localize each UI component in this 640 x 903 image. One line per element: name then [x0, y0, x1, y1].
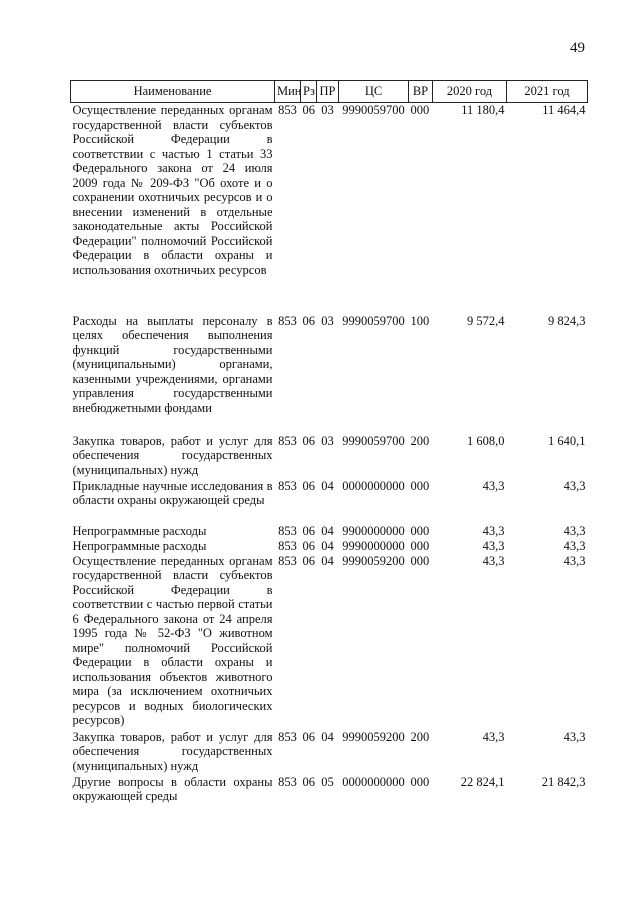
row-cs: 9990059700 [342, 433, 405, 448]
row-cs: 9990059200 [342, 729, 405, 744]
row-rz: 06 [302, 433, 315, 448]
row-pr: 03 [321, 313, 334, 328]
row-2021: 43,3 [563, 478, 586, 493]
row-cs: 0000000000 [342, 774, 405, 789]
row-2020: 43,3 [482, 478, 505, 493]
row-2020: 43,3 [482, 523, 505, 538]
row-name: Прикладные научные исследования в области охраны окружающей среды [72, 478, 273, 507]
row-pr: 05 [321, 774, 334, 789]
row-name: Осуществление переданных органам государственной власти субъектов Российской Федерации в соответствии с частью 1 статьи 33 Федерального закона от 24 июля 2009 года № 209-ФЗ "Об охоте и о сохранении охотничьих ресурсов и о внесении изменений в отдельные законодательные акты Российской Федерации" полномочий Российской Федерации в области охраны и использования охотничьих ресурсов [72, 103, 273, 277]
row-2020: 43,3 [482, 553, 505, 568]
row-min: 853 [278, 478, 297, 493]
row-2021: 1 640,1 [548, 433, 586, 448]
row-cs: 9990059700 [342, 313, 405, 328]
row-name: Непрограммные расходы [72, 538, 207, 553]
row-cs: 9990000000 [342, 538, 405, 553]
row-vr: 000 [410, 553, 430, 568]
row-vr: 200 [410, 729, 430, 744]
table-row [71, 554, 588, 730]
row-cs: 9900000000 [342, 523, 405, 538]
row-min: 853 [278, 774, 297, 789]
row-rz: 06 [302, 553, 315, 568]
row-name: Расходы на выплаты персоналу в целях обеспечения выполнения функций государственными (муниципальными) органами, казенными учреждениями, органами управления государственными внебюджетными фондами [72, 313, 273, 415]
row-2020: 43,3 [482, 729, 505, 744]
row-2020: 43,3 [482, 538, 505, 553]
page-number: 49 [570, 40, 585, 56]
row-min: 853 [278, 729, 297, 744]
row-2021: 21 842,3 [541, 774, 586, 789]
table-row [71, 539, 588, 554]
table-row [71, 314, 588, 434]
header-row [71, 81, 588, 103]
budget-table [70, 80, 588, 805]
row-2020: 22 824,1 [460, 774, 505, 789]
row-cs: 9990059200 [342, 553, 405, 568]
table-row [71, 434, 588, 479]
header-min: Мин [275, 81, 301, 103]
row-min: 853 [278, 523, 297, 538]
row-2021: 43,3 [563, 523, 586, 538]
row-vr: 200 [410, 433, 430, 448]
header-2020: 2020 год [433, 81, 507, 103]
row-2021: 43,3 [563, 538, 586, 553]
row-rz: 06 [302, 523, 315, 538]
row-name: Другие вопросы в области охраны окружающей среды [72, 774, 273, 803]
row-2020: 1 608,0 [467, 433, 505, 448]
row-pr: 04 [321, 538, 334, 553]
row-pr: 04 [321, 478, 334, 493]
row-vr: 000 [410, 523, 430, 538]
header-pr: ПР [317, 81, 339, 103]
row-rz: 06 [302, 774, 315, 789]
header-vr: ВР [409, 81, 433, 103]
row-min: 853 [278, 103, 297, 117]
row-cs: 0000000000 [342, 478, 405, 493]
header-name: Наименование [71, 81, 275, 103]
row-min: 853 [278, 538, 297, 553]
table-header [71, 81, 588, 103]
row-pr: 03 [321, 433, 334, 448]
row-vr: 000 [410, 478, 430, 493]
table-row [71, 524, 588, 539]
table-row [71, 730, 588, 775]
row-pr: 04 [321, 523, 334, 538]
row-name: Закупка товаров, работ и услуг для обеспечения государственных (муниципальных) нужд [72, 433, 273, 477]
row-pr: 03 [321, 103, 334, 117]
row-name: Осуществление переданных органам государственной власти субъектов Российской Федерации в соответствии с частью первой статьи 6 Федерального закона от 24 апреля 1995 года № 52-ФЗ "О животном мире" полномочий Российской Федерации в области охраны и использования объектов животного мира (за исключением охотничьих ресурсов и водных биологических ресурсов) [72, 553, 273, 727]
row-2021: 43,3 [563, 729, 586, 744]
header-rz: Рз [301, 81, 317, 103]
row-rz: 06 [302, 103, 315, 117]
row-rz: 06 [302, 729, 315, 744]
table-row [71, 775, 588, 805]
row-vr: 100 [410, 313, 430, 328]
row-rz: 06 [302, 538, 315, 553]
header-cs: ЦС [339, 81, 409, 103]
row-min: 853 [278, 433, 297, 448]
row-2021: 9 824,3 [548, 313, 586, 328]
row-cs: 9990059700 [342, 103, 405, 117]
row-rz: 06 [302, 478, 315, 493]
table-row [71, 103, 588, 314]
row-name: Закупка товаров, работ и услуг для обеспечения государственных (муниципальных) нужд [72, 729, 273, 773]
header-2021: 2021 год [507, 81, 588, 103]
row-2021: 43,3 [563, 553, 586, 568]
row-vr: 000 [410, 774, 430, 789]
row-vr: 000 [410, 103, 430, 117]
row-rz: 06 [302, 313, 315, 328]
row-min: 853 [278, 553, 297, 568]
row-2021: 11 464,4 [542, 103, 586, 117]
row-pr: 04 [321, 553, 334, 568]
row-name: Непрограммные расходы [72, 523, 207, 538]
table-row [71, 479, 588, 524]
row-vr: 000 [410, 538, 430, 553]
row-2020: 11 180,4 [461, 103, 505, 117]
row-pr: 04 [321, 729, 334, 744]
row-2020: 9 572,4 [467, 313, 505, 328]
table-body [71, 103, 588, 805]
row-min: 853 [278, 313, 297, 328]
